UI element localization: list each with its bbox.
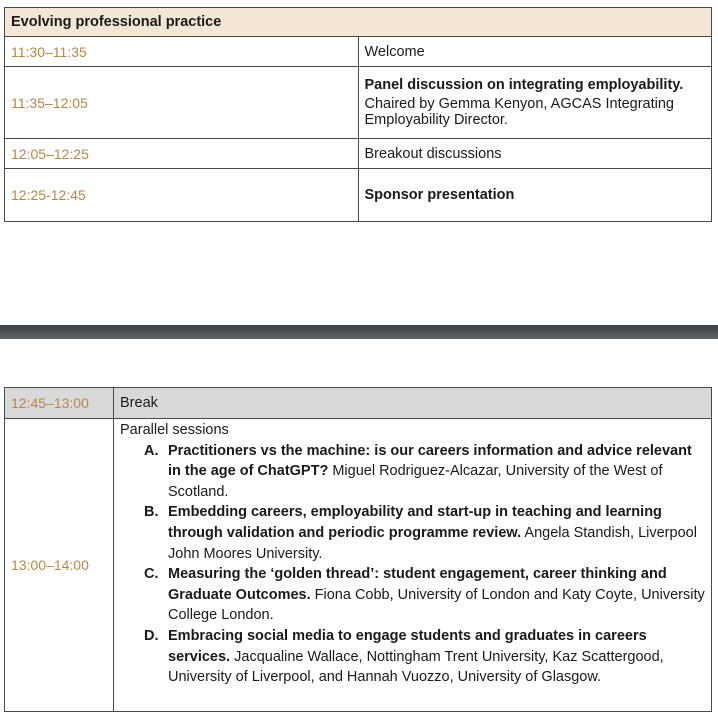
session-letter: B.: [144, 504, 159, 521]
session-letter: D.: [144, 627, 159, 644]
page-divider: [0, 325, 718, 339]
session-presenters: Angela Standish, Liverpool John Moores University.: [168, 524, 697, 562]
session-letter: C.: [144, 566, 159, 583]
table-row: [5, 37, 712, 67]
parallel-session-list: [120, 441, 705, 688]
session-title: Embedding careers, employability and start-up in teaching and learning through validation and periodic programme review.: [168, 504, 662, 541]
session-cell: [358, 67, 712, 139]
list-item: [144, 502, 705, 564]
table-row: [5, 169, 712, 222]
session-time: 11:35–12:05: [5, 67, 359, 139]
table-row: [5, 419, 712, 712]
list-item: [144, 441, 705, 503]
session-presenters: Jacqualine Wallace, Nottingham Trent University, Kaz Scattergood, University of Liverpool, and Hannah Vuozzo, University of Glasgow.: [168, 648, 664, 686]
parallel-cell: [114, 419, 712, 712]
list-item: [144, 564, 705, 626]
session-time: 12:05–12:25: [5, 139, 359, 169]
session-text: Welcome: [358, 37, 712, 67]
break-time: 12:45–13:00: [5, 388, 114, 419]
parallel-time: 13:00–14:00: [5, 419, 114, 712]
list-item: [144, 626, 705, 688]
section-title: Evolving professional practice: [5, 8, 712, 37]
session-title: Practitioners vs the machine: is our careers information and advice relevant in the age of ChatGPT?: [168, 442, 692, 480]
table-row: [5, 67, 712, 139]
session-title: Panel discussion on integrating employability.: [364, 77, 684, 93]
break-text: Break: [114, 388, 712, 419]
schedule-table-afternoon: [4, 387, 712, 712]
session-presenters: Fiona Cobb, University of London and Katy Coyte, University College London.: [168, 586, 705, 624]
session-detail: Chaired by Gemma Kenyon, AGCAS Integrating Employability Director.: [364, 96, 674, 128]
section-title-row: [5, 8, 712, 37]
session-presenters: Miguel Rodriguez-Alcazar, University of the West of Scotland.: [168, 463, 663, 500]
session-title: Measuring the ‘golden thread’: student engagement, career thinking and Graduate Outcomes.: [168, 566, 667, 603]
session-letter: A.: [144, 442, 159, 459]
session-title: Sponsor presentation: [358, 169, 712, 222]
table-row: [5, 139, 712, 169]
parallel-heading: Parallel sessions: [120, 422, 229, 438]
session-time: 12:25-12:45: [5, 169, 359, 222]
session-text: Breakout discussions: [358, 139, 712, 169]
session-title: Embracing social media to engage students and graduates in careers services.: [168, 627, 647, 665]
schedule-table-morning: [4, 7, 712, 222]
session-time: 11:30–11:35: [5, 37, 359, 67]
break-row: [5, 388, 712, 419]
